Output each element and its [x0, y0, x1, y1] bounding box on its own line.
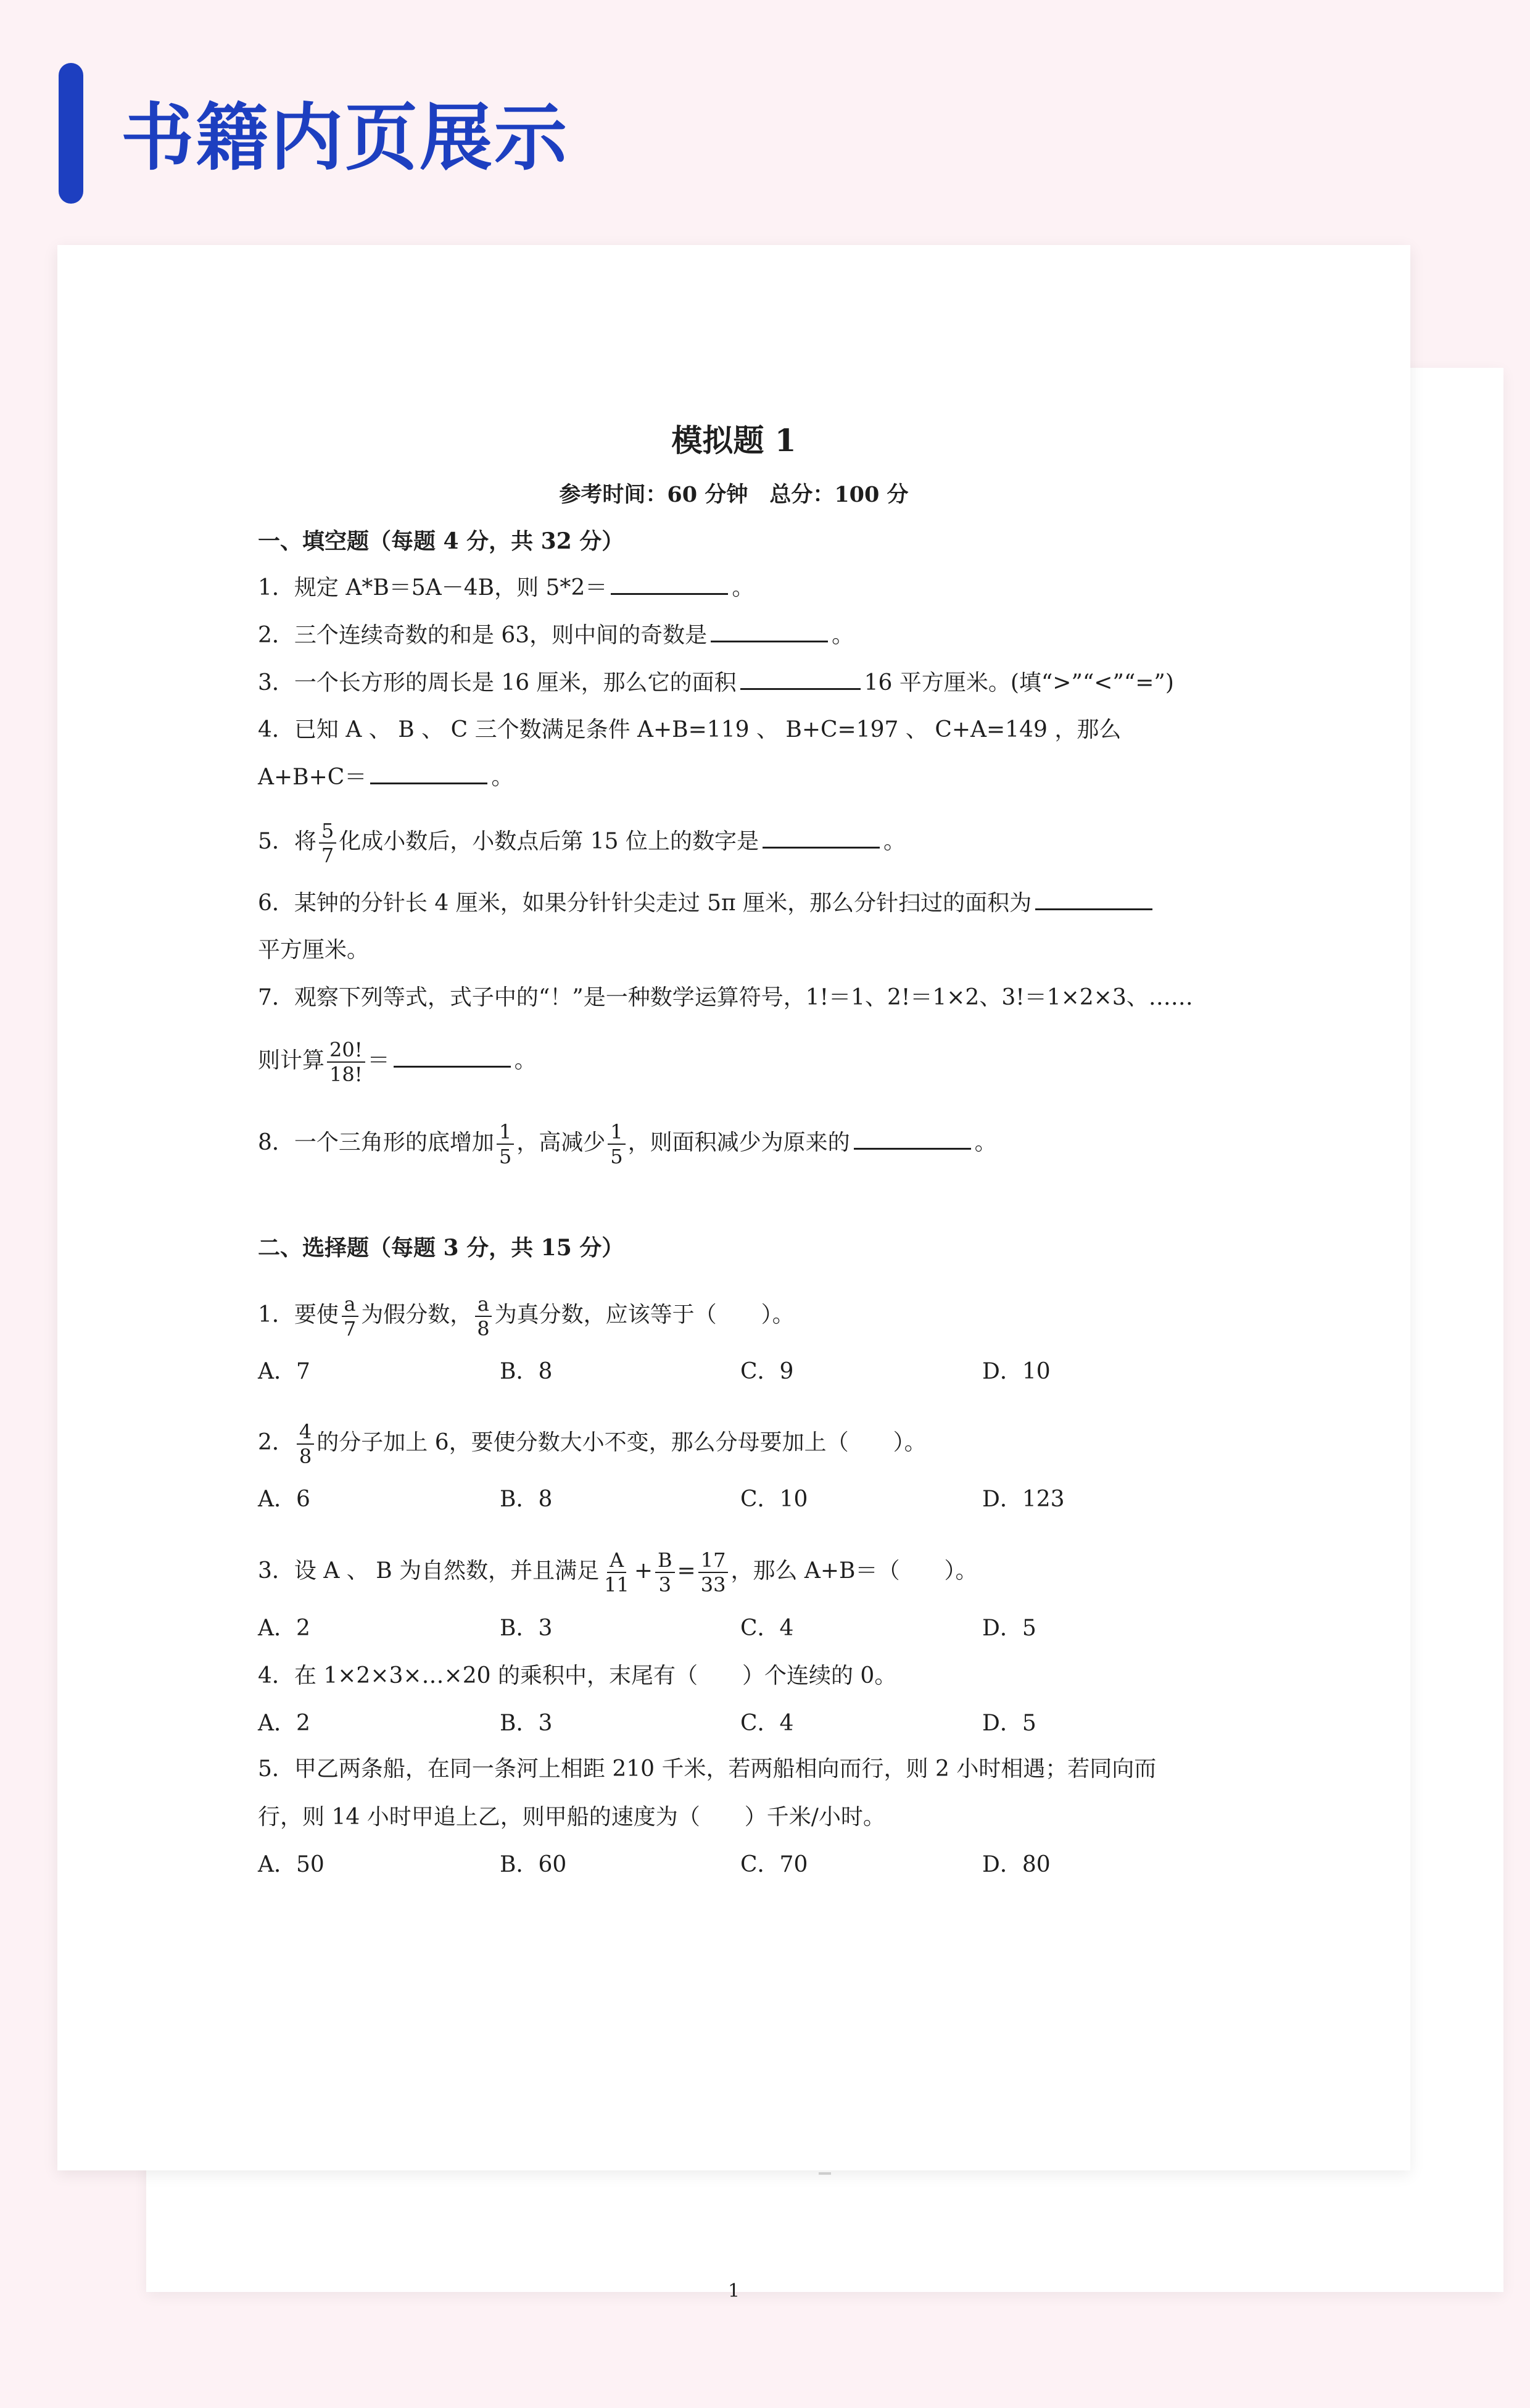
question-end: 。 [883, 829, 906, 854]
fraction: $\frac{17}{33}$ [698, 1548, 729, 1596]
back-page-mark [819, 2172, 831, 2175]
fraction: $\frac{4}{8}$ [297, 1420, 314, 1468]
page-title: 书籍内页展示 [121, 95, 569, 180]
question-text: 3．一个长方形的周长是 16 厘米，那么它的面积 [258, 670, 737, 695]
question-1-2 [258, 617, 1210, 654]
fraction: $\frac{5}{7}$ [319, 819, 336, 867]
option-c: C．4 [740, 1616, 794, 1641]
question-2-1 [258, 1292, 1210, 1340]
question-text: 5．将 [258, 829, 316, 854]
question-end: 。 [832, 623, 854, 648]
answer-blank [763, 826, 880, 849]
question-text: A+B+C＝ [258, 765, 367, 790]
answer-blank [711, 620, 828, 642]
fraction: $\frac{1}{5}$ [497, 1120, 514, 1168]
question-text: ，那么 A+B＝（ ）。 [730, 1558, 978, 1584]
question-end: 。 [974, 1130, 997, 1155]
answer-blank [854, 1127, 971, 1150]
option-a: A．2 [258, 1616, 310, 1641]
question-1-3 [258, 665, 1210, 702]
fraction: $\frac{a}{7}$ [341, 1292, 358, 1340]
question-text: 的分子加上 6，要使分数大小不变，那么分母要加上（ ）。 [316, 1430, 927, 1455]
option-b: B．3 [500, 1711, 553, 1736]
option-c: C．9 [740, 1359, 794, 1384]
question-1-5 [258, 819, 1210, 867]
header-accent-bar [59, 63, 83, 204]
front-page-sheet [57, 245, 1410, 2302]
option-d: D．123 [982, 1487, 1065, 1512]
question-text: 为真分数，应该等于（ ）。 [494, 1302, 795, 1327]
option-a: A．7 [258, 1359, 310, 1384]
fraction: $\frac{A}{11}$ [604, 1548, 629, 1596]
answer-blank [1035, 887, 1152, 910]
equals-sign: ＝ [367, 1048, 390, 1073]
question-text: ，则面积减少为原来的 [627, 1130, 850, 1155]
answer-blank [370, 762, 487, 784]
fraction: $\frac{1}{5}$ [608, 1120, 625, 1168]
question-1-7-line1: 7．观察下列等式，式子中的“！”是一种数学运算符号，1!＝1、2!＝1×2、3!＝1×2×3、…… [258, 985, 1193, 1010]
doc-subtitle: 参考时间：60 分钟 总分：100 分 [559, 482, 909, 507]
fraction: $\frac{a}{8}$ [474, 1292, 492, 1340]
option-d: D．80 [982, 1852, 1051, 1877]
answer-blank [394, 1045, 511, 1068]
doc-title: 模拟题 1 [671, 422, 796, 459]
option-b: B．60 [500, 1852, 567, 1877]
question-end: 。 [491, 765, 514, 790]
question-text: 则计算 [258, 1048, 325, 1073]
question-1-7-line2 [258, 1038, 1210, 1086]
question-text: 1．要使 [258, 1302, 339, 1327]
question-after: 16 平方厘米。(填“>”“<”“=”) [864, 670, 1174, 695]
option-b: B．8 [500, 1487, 553, 1512]
question-1-6-line1 [258, 885, 1210, 922]
option-b: B．8 [500, 1359, 553, 1384]
option-d: D．10 [982, 1359, 1051, 1384]
question-2-5-line2: 行，则 14 小时甲追上乙，则甲船的速度为（ ）千米/小时。 [258, 1804, 885, 1830]
section-heading-multiple-choice: 二、选择题（每题 3 分，共 15 分） [258, 1235, 624, 1261]
section-heading-fill-blank: 一、填空题（每题 4 分，共 32 分） [258, 528, 624, 554]
option-c: C．70 [740, 1852, 808, 1877]
question-1-4-line2 [258, 759, 1210, 796]
question-text: 3．设 A 、 B 为自然数，并且满足 [258, 1558, 600, 1584]
plus-sign: + [634, 1558, 653, 1584]
option-d: D．5 [982, 1711, 1036, 1736]
question-2-5-line1: 5．甲乙两条船，在同一条河上相距 210 千米，若两船相向而行，则 2 小时相遇；若同向而 [258, 1756, 1157, 1782]
question-text: 2． [258, 1430, 294, 1455]
fraction: $\frac{B}{3}$ [655, 1548, 675, 1596]
option-c: C．4 [740, 1711, 794, 1736]
question-1-6-line2: 平方厘米。 [258, 937, 370, 963]
option-b: B．3 [500, 1616, 553, 1641]
question-2-2 [258, 1420, 1210, 1468]
question-1-1 [258, 570, 1210, 607]
question-text: 8．一个三角形的底增加 [258, 1130, 494, 1155]
option-a: A．6 [258, 1487, 310, 1512]
question-2-4: 4．在 1×2×3×…×20 的乘积中，末尾有（ ）个连续的 0。 [258, 1663, 897, 1688]
question-text: 1．规定 A*B＝5A－4B，则 5*2＝ [258, 575, 608, 600]
question-text: ，高减少 [516, 1130, 606, 1155]
question-end: 。 [514, 1048, 537, 1073]
page-number: 1 [727, 2280, 740, 2302]
answer-blank [740, 667, 861, 690]
answer-blank [611, 572, 728, 595]
option-d: D．5 [982, 1616, 1036, 1641]
question-text: 化成小数后，小数点后第 15 位上的数字是 [339, 829, 759, 854]
question-1-4-line1: 4．已知 A 、 B 、 C 三个数满足条件 A+B=119 、 B+C=197 、 C+A=149 ，那么 [258, 717, 1122, 742]
fraction: $\frac{20!}{18!}$ [327, 1038, 365, 1086]
question-text: 2．三个连续奇数的和是 63，则中间的奇数是 [258, 623, 708, 648]
equals-sign: = [677, 1558, 696, 1584]
option-c: C．10 [740, 1487, 808, 1512]
question-text: 为假分数， [361, 1302, 473, 1327]
question-text: 6．某钟的分针长 4 厘米，如果分针针尖走过 5π 厘米，那么分针扫过的面积为 [258, 891, 1032, 916]
question-2-3 [258, 1548, 1210, 1596]
question-end: 。 [732, 575, 755, 600]
option-a: A．2 [258, 1711, 310, 1736]
option-a: A．50 [258, 1852, 325, 1877]
question-1-8 [258, 1120, 1210, 1168]
